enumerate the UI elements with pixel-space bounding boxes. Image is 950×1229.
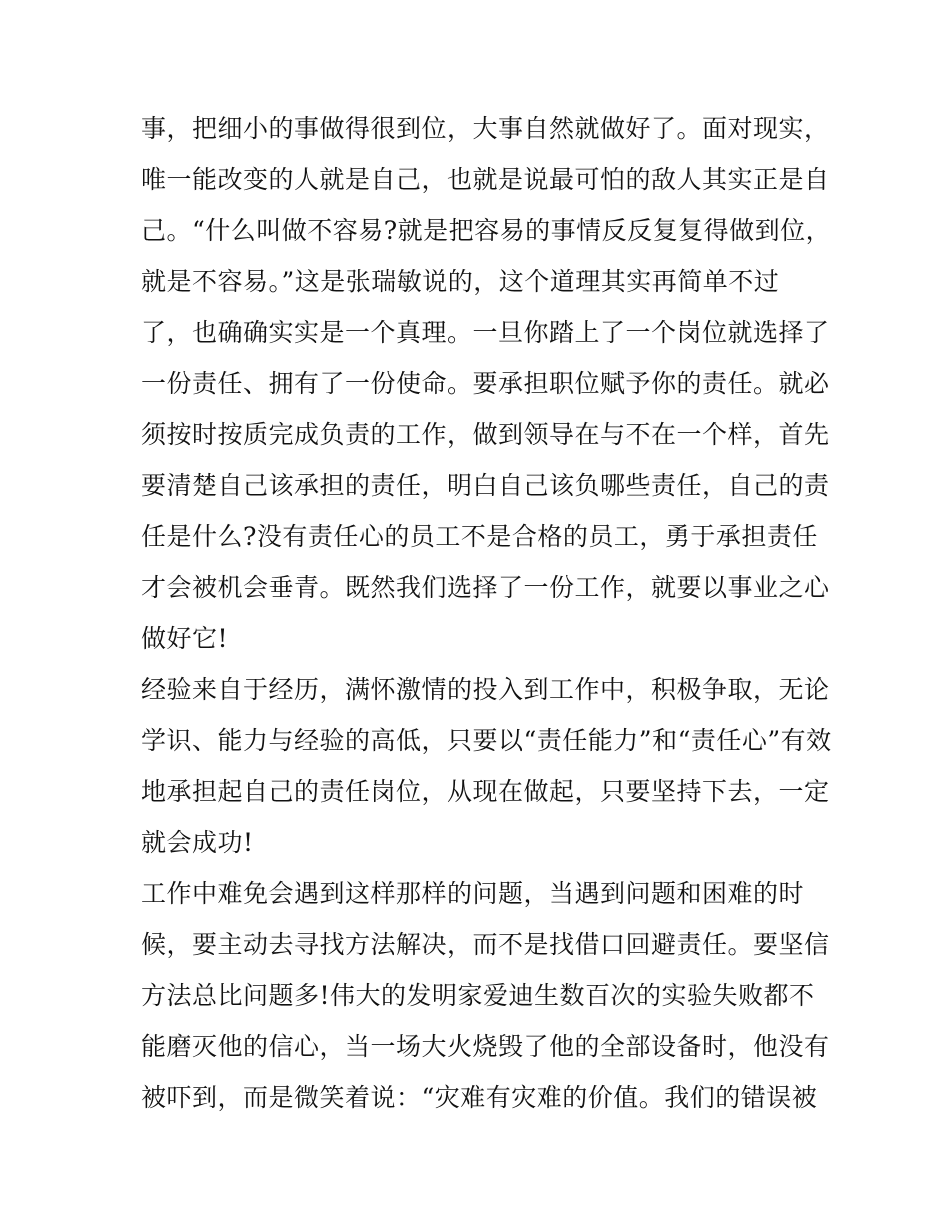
text-line: 了，也确确实实是一个真理。一旦你踏上了一个岗位就选择了 — [141, 318, 830, 347]
text-line: 就是不容易。”这是张瑞敏说的，这个道理其实再简单不过 — [141, 267, 780, 296]
text-line: 唯一能改变的人就是自己，也就是说最可怕的敌人其实正是自 — [141, 165, 830, 194]
text-line: 要清楚自己该承担的责任，明白自己该负哪些责任，自己的责 — [141, 471, 830, 500]
text-line: 任是什么?没有责任心的员工不是合格的员工，勇于承担责任 — [141, 522, 818, 551]
text-line: 己。“什么叫做不容易?就是把容易的事情反反复复得做到位， — [141, 216, 832, 245]
text-line: 学识、能力与经验的高低，只要以“责任能力”和“责任心”有效 — [141, 726, 832, 755]
text-line: 被吓到，而是微笑着说：“灾难有灾难的价值。我们的错误被 — [141, 1083, 818, 1112]
text-line: 经验来自于经历，满怀激情的投入到工作中，积极争取，无论 — [141, 675, 830, 704]
text-line: 工作中难免会遇到这样那样的问题，当遇到问题和困难的时 — [141, 879, 805, 908]
text-line: 能磨灭他的信心，当一场大火烧毁了他的全部设备时，他没有 — [141, 1032, 830, 1061]
text-line: 候，要主动去寻找方法解决，而不是找借口回避责任。要坚信 — [141, 930, 830, 959]
text-line: 做好它! — [141, 624, 229, 653]
text-line: 才会被机会垂青。既然我们选择了一份工作，就要以事业之心 — [141, 573, 830, 602]
document-body — [141, 103, 832, 1123]
text-line: 一份责任、拥有了一份使命。要承担职位赋予你的责任。就必 — [141, 369, 830, 398]
text-line: 方法总比问题多!伟大的发明家爱迪生数百次的实验失败都不 — [141, 981, 815, 1010]
text-line: 须按时按质完成负责的工作，做到领导在与不在一个样，首先 — [141, 420, 830, 449]
text-line: 事，把细小的事做得很到位，大事自然就做好了。面对现实， — [141, 114, 830, 143]
text-line: 就会成功! — [141, 828, 254, 857]
text-line: 地承担起自己的责任岗位，从现在做起，只要坚持下去，一定 — [141, 777, 830, 806]
